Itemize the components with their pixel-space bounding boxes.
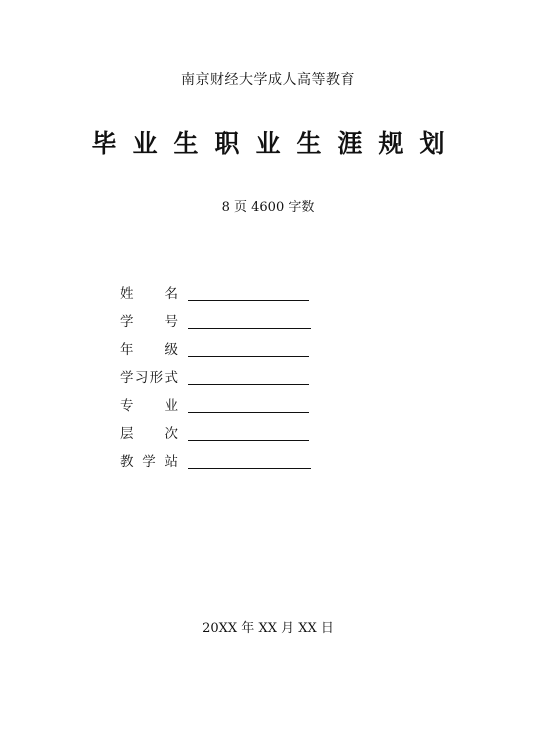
- field-row-name: [120, 276, 340, 304]
- study-mode-label: 学习形式: [120, 370, 178, 386]
- field-row-major: [120, 388, 340, 416]
- field-row-teaching-station: [120, 444, 340, 472]
- document-date: 20XX 年 XX 月 XX 日: [202, 621, 334, 636]
- field-row-study-mode: [120, 360, 340, 388]
- grade-fill-line[interactable]: [188, 342, 309, 357]
- field-row-student-id: [120, 304, 340, 332]
- name-fill-line[interactable]: [188, 286, 309, 301]
- grade-label: 年 级: [120, 342, 178, 358]
- level-fill-line[interactable]: [188, 426, 309, 441]
- major-label: 专 业: [120, 398, 178, 414]
- teaching-station-label: 教学站: [120, 454, 178, 470]
- student-info-form: [120, 276, 340, 472]
- page-word-count: 8 页 4600 字数: [221, 200, 315, 215]
- study-mode-fill-line[interactable]: [188, 370, 309, 385]
- field-row-level: [120, 416, 340, 444]
- student-id-label: 学 号: [120, 314, 178, 330]
- university-name: 南京财经大学成人高等教育: [181, 72, 355, 88]
- name-label: 姓 名: [120, 286, 178, 302]
- document-title: 毕业生职业生涯规划: [91, 129, 461, 158]
- major-fill-line[interactable]: [188, 398, 309, 413]
- field-row-grade: [120, 332, 340, 360]
- student-id-fill-line[interactable]: [188, 314, 311, 329]
- teaching-station-fill-line[interactable]: [188, 454, 311, 469]
- level-label: 层 次: [120, 426, 178, 442]
